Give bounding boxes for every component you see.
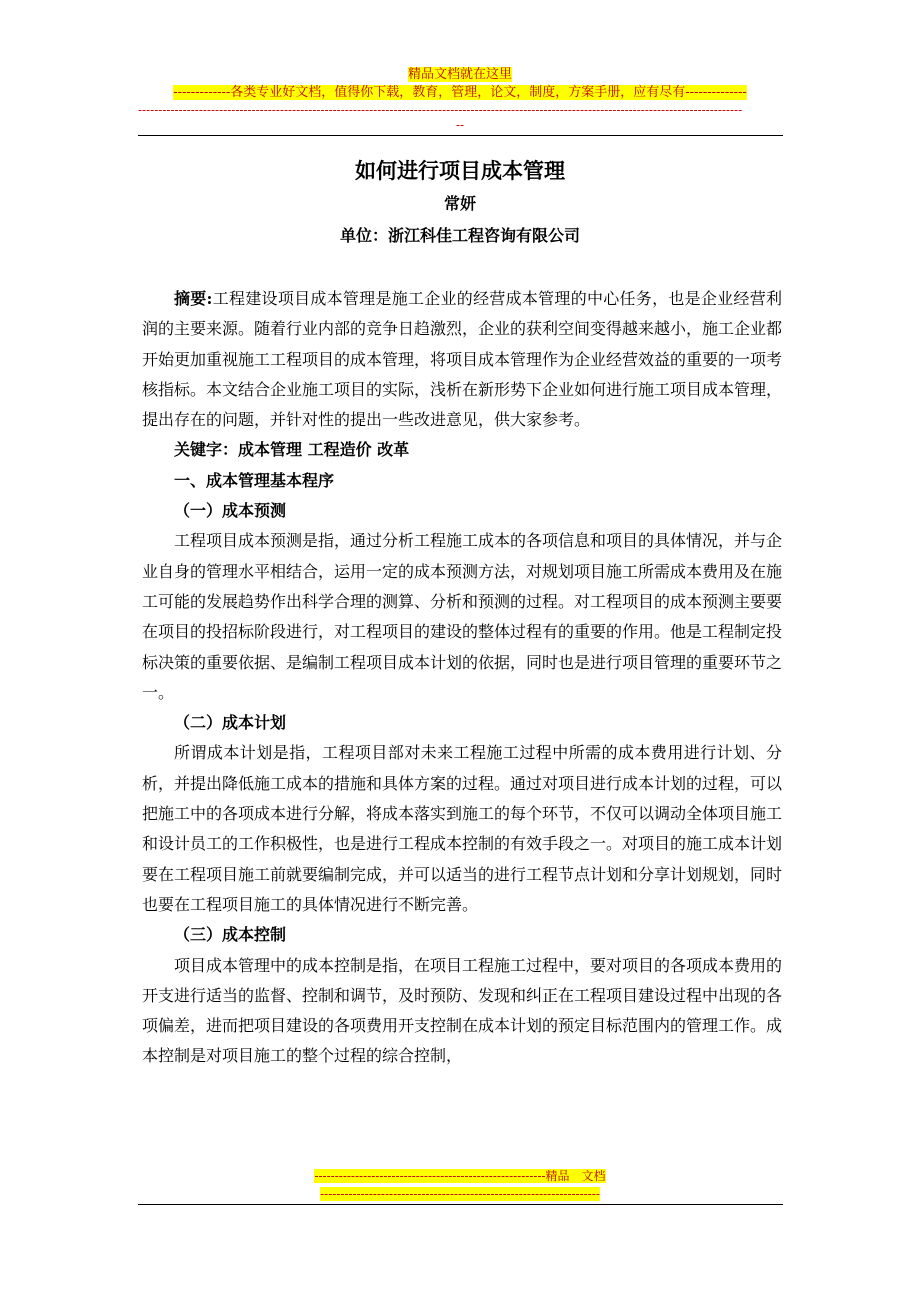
header-banner-title: [0, 66, 920, 83]
subsection-heading-forecast: （一）成本预测: [174, 501, 287, 521]
header-banner-subtitle-text: -------------各类专业好文档，值得你下载，教育，管理，论文，制度，方案手册，应有尽有--------------: [173, 85, 747, 100]
header-banner-title-text: 精品文档就在这里: [407, 67, 512, 82]
header-rule: [138, 135, 783, 136]
paragraph-plan: 所谓成本计划是指，工程项目部对未来工程施工过程中所需的成本费用进行计划、分析，并提出降低施工成本的措施和具体方案的过程。通过对项目进行成本计划的过程，可以把施工中的各项成本进行分解，将成本落实到施工的每个环节，不仅可以调动全体项目施工和设计员工的工作积极性，也是进行工程成本控制的有效手段之一。对项目的施工成本计划要在工程项目施工前就要编制完成，并可以适当的进行工程节点计划和分享计划规划，同时也要在工程项目施工的具体情况进行不断完善。: [142, 743, 783, 914]
document-unit: 单位：浙江科佳工程咨询有限公司: [339, 226, 580, 245]
footer-banner-text: ---------------------------------------------------------精品 文档: [314, 1169, 606, 1183]
footer-dash-text: ---------------------------------------------------------------------: [320, 1187, 600, 1201]
header-dash-line: -----------------------------------------------------------------------------------------------------------------------------------------------------: [138, 103, 743, 117]
section-heading-1: 一、成本管理基本程序: [174, 470, 335, 490]
footer-rule: [138, 1204, 783, 1205]
footer-dash-line: [0, 1186, 920, 1202]
paragraph-control: 项目成本管理中的成本控制是指，在项目工程施工过程中，要对项目的各项成本费用的开支进行适当的监督、控制和调节，及时预防、发现和纠正在工程项目建设过程中出现的各项偏差，进而把项目建设的各项费用开支控制在成本计划的预定目标范围内的管理工作。成本控制是对项目施工的整个过程的综合控制，: [142, 955, 783, 1066]
paragraph-forecast: 工程项目成本预测是指，通过分析工程施工成本的各项信息和项目的具体情况，并与企业自身的管理水平相结合，运用一定的成本预测方法，对规划项目施工所需成本费用及在施工可能的发展趋势作出科学合理的测算、分析和预测的过程。对工程项目的成本预测主要要在项目的投招标阶段进行，对工程项目的建设的整体过程有的重要的作用。他是工程制定投标决策的重要依据、是编制工程项目成本计划的依据，同时也是进行项目管理的重要环节之一。: [142, 531, 783, 702]
header-banner-subtitle: [0, 84, 920, 101]
document-title: 如何进行项目成本管理: [355, 158, 565, 183]
subsection-heading-control: （三）成本控制: [174, 925, 287, 945]
keywords-line: 关键字：成本管理 工程造价 改革: [174, 440, 410, 460]
abstract-label: 摘要:: [174, 289, 213, 308]
abstract-paragraph: [142, 284, 782, 435]
document-author: 常妍: [443, 194, 476, 213]
header-dash-line-tail: --: [455, 118, 465, 132]
subsection-heading-plan: （二）成本计划: [174, 713, 287, 733]
abstract-text: 工程建设项目成本管理是施工企业的经营成本管理的中心任务，也是企业经营利润的主要来源。随着行业内部的竞争日趋激烈，企业的获利空间变得越来越小，施工企业都开始更加重视施工工程项目的成本管理，将项目成本管理作为企业经营效益的重要的一项考核指标。本文结合企业施工项目的实际，浅析在新形势下企业如何进行施工项目成本管理，提出存在的问题，并针对性的提出一些改进意见，供大家参考。: [142, 289, 783, 430]
footer-banner: [0, 1168, 920, 1184]
document-body: [142, 284, 782, 1072]
